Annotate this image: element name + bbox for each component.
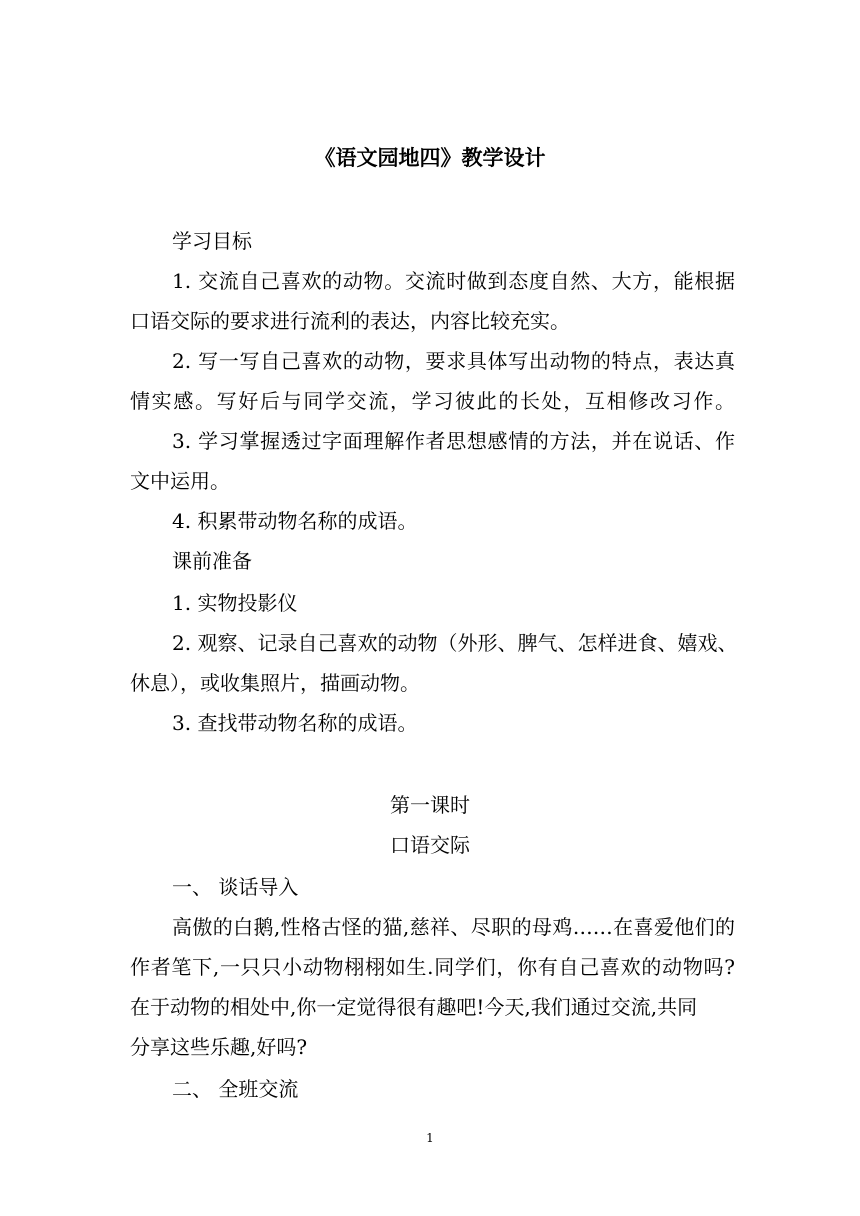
prep-1: 1. 实物投影仪 [172,591,298,615]
goal-2-line-2: 情实感。写好后与同学交流，学习彼此的长处，互相修改习作。 [130,389,735,413]
prep-2-line-1: 2. 观察、记录自己喜欢的动物（外形、脾气、怎样进食、嬉戏、 [172,631,738,655]
lesson-subheading: 口语交际 [390,833,470,857]
prep-3: 3. 查找带动物名称的成语。 [172,711,418,735]
goal-3-line-2: 文中运用。 [130,469,230,493]
goal-2-line-1: 2. 写一写自己喜欢的动物，要求具体写出动物的特点，表达真 [172,349,735,373]
section-1-line-3: 在于动物的相处中,你一定觉得很有趣吧!今天,我们通过交流,共同 [130,995,698,1019]
goal-3-line-1: 3. 学习掌握透过字面理解作者思想感情的方法，并在说话、作 [172,429,735,453]
document-title: 《语文园地四》教学设计 [314,145,546,170]
section-2-heading: 二、 全班交流 [172,1077,299,1101]
section-1-line-2: 作者笔下,一只只小动物栩栩如生.同学们，你有自己喜欢的动物吗? [130,955,735,979]
section-1-heading: 一、 谈话导入 [172,875,299,899]
section-1-line-4: 分享这些乐趣,好吗? [130,1035,308,1059]
heading-preparation: 课前准备 [172,549,252,573]
page-number: 1 [426,1131,434,1145]
section-1-line-1: 高傲的白鹅,性格古怪的猫,慈祥、尽职的母鸡……在喜爱他们的 [172,915,735,939]
goal-1-line-1: 1. 交流自己喜欢的动物。交流时做到态度自然、大方，能根据 [172,269,735,293]
goal-1-line-2: 口语交际的要求进行流利的表达，内容比较充实。 [130,309,570,333]
prep-2-line-2: 休息），或收集照片，描画动物。 [130,671,420,695]
heading-learning-goals: 学习目标 [172,229,252,253]
goal-4: 4. 积累带动物名称的成语。 [172,509,418,533]
lesson-heading: 第一课时 [390,793,470,817]
